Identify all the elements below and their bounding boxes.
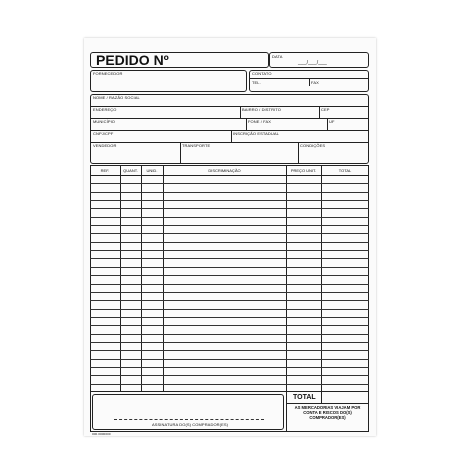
phone-label: FONE / FAX [248, 119, 272, 124]
table-row[interactable] [90, 192, 369, 193]
total-label: TOTAL [293, 394, 316, 401]
state-label: UF [329, 119, 335, 124]
table-row[interactable] [90, 367, 369, 368]
table-row[interactable] [90, 359, 369, 360]
col-quantity: QUANT. [123, 168, 138, 173]
conditions-label: CONDIÇÕES [300, 143, 326, 148]
tel-label: TEL. [252, 80, 261, 85]
seller-label: VENDEDOR [93, 143, 117, 148]
state-registration-label: INSCRIÇÃO ESTADUAL [233, 131, 279, 136]
table-row[interactable] [90, 258, 369, 259]
signature-label: ASSINATURA DO(S) COMPRADOR(ES) [152, 422, 229, 427]
table-row[interactable] [90, 342, 369, 343]
table-row[interactable] [90, 233, 369, 234]
city-label: MUNICÍPIO [93, 119, 116, 124]
table-row[interactable] [90, 375, 369, 376]
table-row[interactable] [90, 200, 369, 201]
cnpj-label: CNPJ/CPF [93, 131, 114, 136]
col-unit-price: PREÇO UNIT. [290, 168, 317, 173]
form-title: PEDIDO Nº [96, 52, 169, 68]
table-row[interactable] [90, 183, 369, 184]
table-row[interactable] [90, 300, 369, 301]
address-label: ENDEREÇO [93, 107, 117, 112]
shipping-notice: AS MERCADORIAS VIAJAM POR CONTA E RISCOS DO(S) COMPRADOR(ES) [294, 405, 361, 420]
cep-label: CEP [321, 107, 330, 112]
table-row[interactable] [90, 267, 369, 268]
supplier-label: FORNECEDOR [93, 71, 123, 76]
table-row[interactable] [90, 217, 369, 218]
table-row[interactable] [90, 284, 369, 285]
order-form-sheet [84, 38, 376, 436]
table-row[interactable] [90, 208, 369, 209]
form-code: 000.0000000 [92, 432, 111, 436]
table-row[interactable] [90, 250, 369, 251]
table-row[interactable] [90, 292, 369, 293]
table-row[interactable] [90, 275, 369, 276]
col-ref: REF. [100, 168, 110, 173]
date-format: ___/___/___ [298, 60, 327, 66]
table-row[interactable] [90, 384, 369, 385]
table-row[interactable] [90, 350, 369, 351]
table-row[interactable] [90, 309, 369, 310]
items-rows[interactable] [90, 175, 369, 392]
table-row[interactable] [90, 325, 369, 326]
table-row[interactable] [90, 242, 369, 243]
table-row[interactable] [90, 225, 369, 226]
shipping-label: TRANSPORTE [182, 143, 211, 148]
table-row[interactable] [90, 334, 369, 335]
contact-label: CONTATO [252, 71, 272, 76]
col-total: TOTAL [338, 168, 352, 173]
fax-label: FAX [311, 80, 319, 85]
col-description: DISCRIMINAÇÃO [208, 168, 241, 173]
district-label: BAIRRO / DISTRITO [242, 107, 281, 112]
signature-line [114, 419, 264, 420]
date-label: DATA [272, 54, 283, 59]
name-label: NOME / RAZÃO SOCIAL [93, 95, 140, 100]
col-unit: UNID. [146, 168, 158, 173]
table-row[interactable] [90, 317, 369, 318]
